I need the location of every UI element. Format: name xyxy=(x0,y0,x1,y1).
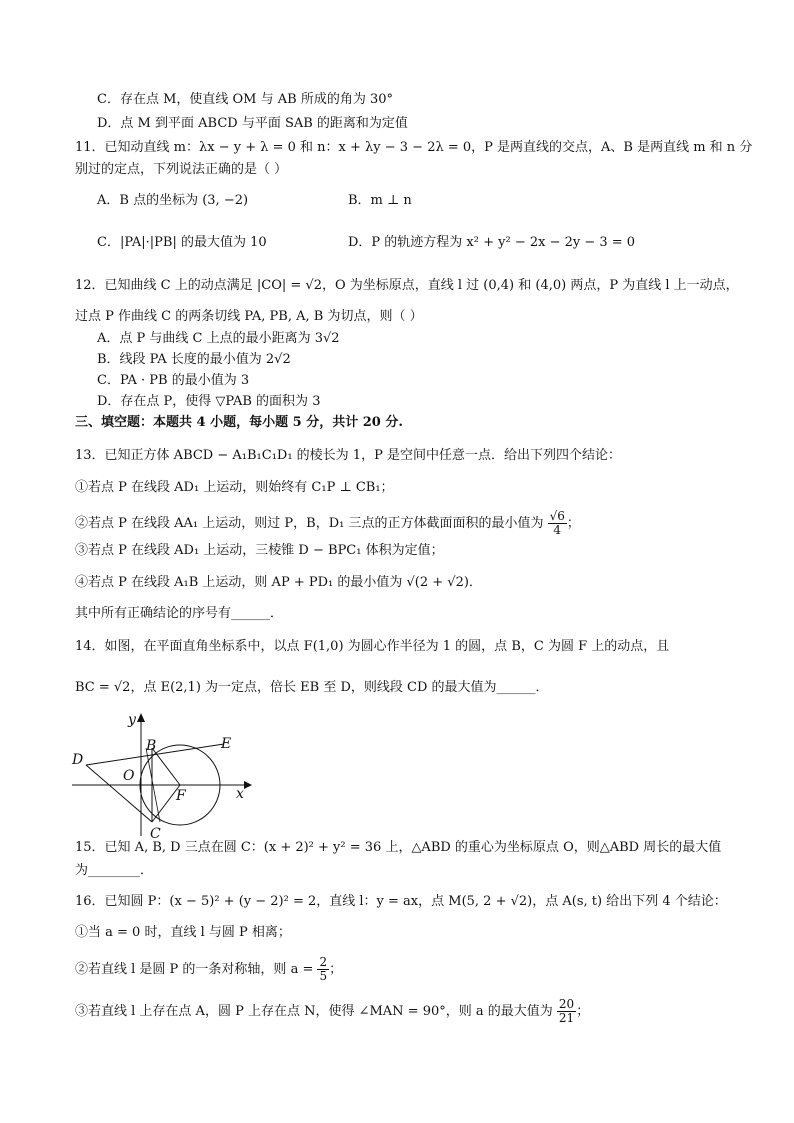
q15-stem-line2: 为________． xyxy=(75,863,154,878)
label-c: C xyxy=(150,826,161,840)
label-x: x xyxy=(236,786,244,802)
q13-conclusion-1: ①若点 P 在线段 AD₁ 上运动，则始终有 C₁P ⊥ CB₁； xyxy=(75,480,394,495)
q12-option-a: A．点 P 与曲线 C 上点的最小距离为 3√2 xyxy=(97,331,340,346)
q11-stem-line1: 11．已知动直线 m：λx − y + λ = 0 和 n：x + λy − 3 − 2λ = 0，P 是两直线的交点，A、B 是两直线 m 和 n 分 xyxy=(75,140,753,155)
q12-option-c: C．PA · PB 的最小值为 3 xyxy=(97,373,250,388)
label-e: E xyxy=(221,736,232,752)
q11-option-c: C．|PA|·|PB| 的最大值为 10 xyxy=(97,235,267,250)
q10-option-c: C．存在点 M，使直线 OM 与 AB 所成的角为 30° xyxy=(97,92,394,107)
fraction: $\frac{20}{21}$ xyxy=(558,997,575,1025)
q13-answer-blank: 其中所有正确结论的序号有______． xyxy=(75,606,284,621)
fraction: $\frac{2}{5}$ xyxy=(319,955,328,983)
y-axis-arrow xyxy=(137,713,145,722)
x-axis-arrow xyxy=(244,781,252,789)
q11-option-d: D．P 的轨迹方程为 x² + y² − 2x − 2y − 3 = 0 xyxy=(348,235,636,250)
q11-stem-line2: 别过的定点，下列说法正确的是（ ） xyxy=(75,162,288,177)
q16-conclusion-3: ③若直线 l 上存在点 A，圆 P 上存在点 N，使得 ∠MAN = 90°，则 a 的最大值为 $\frac{20}{21}$ ； xyxy=(75,997,590,1025)
fraction: $\frac{√6}{4}$ xyxy=(549,509,565,537)
q12-stem-line2: 过点 P 作曲线 C 的两条切线 PA, PB, A, B 为切点，则（ ） xyxy=(75,309,423,324)
q13-stem: 13．已知正方体 ABCD − A₁B₁C₁D₁ 的棱长为 1，P 是空间中任意一点．给出下列四个结论： xyxy=(75,448,621,463)
label-b: B xyxy=(146,738,157,754)
q11-option-b: B．m ⊥ n xyxy=(348,193,412,208)
q16-conclusion-2: ②若直线 l 是圆 P 的一条对称轴，则 a = $\frac{2}{5}$ ； xyxy=(75,955,343,983)
q14-stem-line1: 14．如图，在平面直角坐标系中，以点 F(1,0) 为圆心作半径为 1 的圆，点 B，C 为圆 F 上的动点，且 xyxy=(75,639,670,654)
label-o: O xyxy=(123,768,135,784)
q13-conclusion-2: ②若点 P 在线段 AA₁ 上运动，则过 P，B，D₁ 三点的正方体截面面积的最小值为 $\frac{√6}{4}$ ； xyxy=(75,509,580,537)
q16-stem: 16．已知圆 P：(x − 5)² + (y − 2)² = 2，直线 l：y = ax，点 M(5, 2 + √2)，点 A(s, t) 给出下列 4 个结论： xyxy=(75,894,727,909)
q10-option-d: D．点 M 到平面 ABCD 与平面 SAB 的距离和为定值 xyxy=(97,116,408,131)
q11-option-a: A．B 点的坐标为 (3, −2) xyxy=(97,193,249,208)
label-y: y xyxy=(128,712,136,728)
q13-conclusion-4: ④若点 P 在线段 A₁B 上运动，则 AP + PD₁ 的最小值为 √(2 + √2)． xyxy=(75,575,482,590)
q16-conclusion-1: ①当 a = 0 时，直线 l 与圆 P 相离； xyxy=(75,925,291,940)
q12-option-d: D．存在点 P，使得 ▽PAB 的面积为 3 xyxy=(97,394,321,409)
section-3-heading: 三、填空题：本题共 4 小题，每小题 5 分，共计 20 分. xyxy=(75,415,403,430)
q14-figure xyxy=(68,708,258,840)
q13-conclusion-3: ③若点 P 在线段 AD₁ 上运动，三棱锥 D − BPC₁ 体积为定值； xyxy=(75,543,444,558)
q12-option-b: B．线段 PA 长度的最小值为 2√2 xyxy=(97,352,291,367)
label-f: F xyxy=(176,788,186,804)
q12-stem-line1: 12．已知曲线 C 上的动点满足 |CO| = √2，O 为坐标原点，直线 l 过 (0,4) 和 (4,0) 两点，P 为直线 l 上一动点， xyxy=(75,278,739,293)
label-d: D xyxy=(72,752,84,768)
q14-stem-line2: BC = √2，点 E(2,1) 为一定点，倍长 EB 至 D，则线段 CD 的最大值为______． xyxy=(75,680,549,695)
q15-stem-line1: 15．已知 A, B, D 三点在圆 C：(x + 2)² + y² = 36 上，△ABD 的重心为坐标原点 O，则△ABD 周长的最大值 xyxy=(75,840,722,855)
